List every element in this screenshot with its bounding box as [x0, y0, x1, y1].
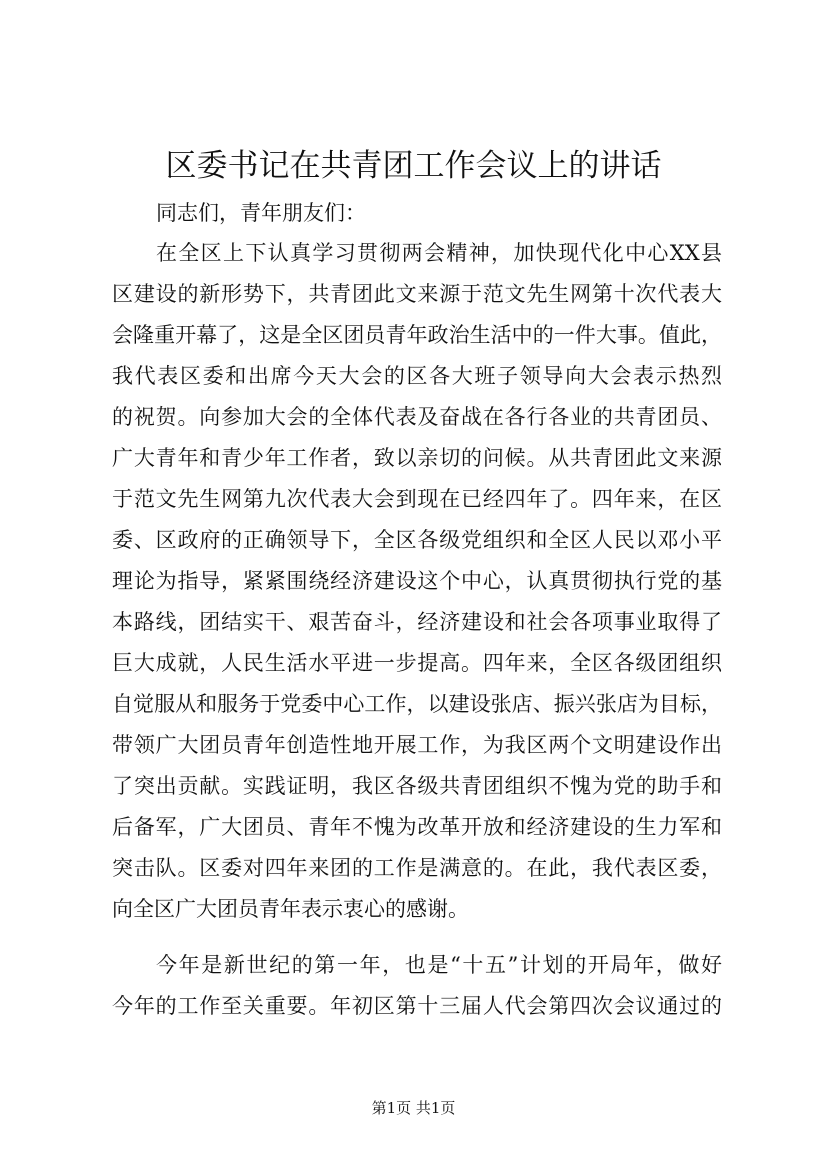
page-footer: 第1页 共1页 [371, 1099, 456, 1117]
paragraph-line: 广大青年和青少年工作者，致以亲切的问候。从共青团此文来源 [112, 446, 722, 470]
paragraph-line: 巨大成就，人民生活水平进一步提高。四年来，全区各级团组织 [112, 651, 722, 675]
paragraph-line: 委、区政府的正确领导下，全区各级党组织和全区人民以邓小平 [112, 528, 722, 552]
paragraph-line: 今年是新世纪的第一年，也是“十五”计划的开局年，做好 [156, 953, 722, 977]
paragraph-line: 在全区上下认真学习贯彻两会精神，加快现代化中心XX县 [156, 241, 722, 265]
paragraph-line: 于范文先生网第九次代表大会到现在已经四年了。四年来，在区 [112, 487, 722, 511]
paragraph-line: 突击队。区委对四年来团的工作是满意的。在此，我代表区委， [112, 856, 722, 880]
paragraph-line: 自觉服从和服务于党委中心工作，以建设张店、振兴张店为目标， [112, 692, 722, 716]
paragraph-line: 会隆重开幕了，这是全区团员青年政治生活中的一件大事。值此， [112, 323, 722, 347]
paragraph-line: 的祝贺。向参加大会的全体代表及奋战在各行各业的共青团员、 [112, 405, 722, 429]
paragraph-line: 本路线，团结实干、艰苦奋斗，经济建设和社会各项事业取得了 [112, 610, 722, 634]
paragraph-line: 向全区广大团员青年表示衷心的感谢。 [112, 897, 469, 921]
paragraph-line: 了突出贡献。实践证明，我区各级共青团组织不愧为党的助手和 [112, 774, 722, 798]
paragraph-line: 我代表区委和出席今天大会的区各大班子领导向大会表示热烈 [112, 364, 722, 388]
paragraph-line: 理论为指导，紧紧围绕经济建设这个中心，认真贯彻执行党的基 [112, 569, 722, 593]
paragraph-line: 带领广大团员青年创造性地开展工作，为我区两个文明建设作出 [112, 733, 722, 757]
paragraph-line: 今年的工作至关重要。年初区第十三届人代会第四次会议通过的 [112, 994, 722, 1018]
greeting-line: 同志们，青年朋友们： [156, 201, 366, 225]
paragraph-line: 区建设的新形势下，共青团此文来源于范文先生网第十次代表大 [112, 282, 722, 306]
document-title: 区委书记在共青团工作会议上的讲话 [165, 148, 662, 184]
paragraph-line: 后备军，广大团员、青年不愧为改革开放和经济建设的生力军和 [112, 815, 722, 839]
